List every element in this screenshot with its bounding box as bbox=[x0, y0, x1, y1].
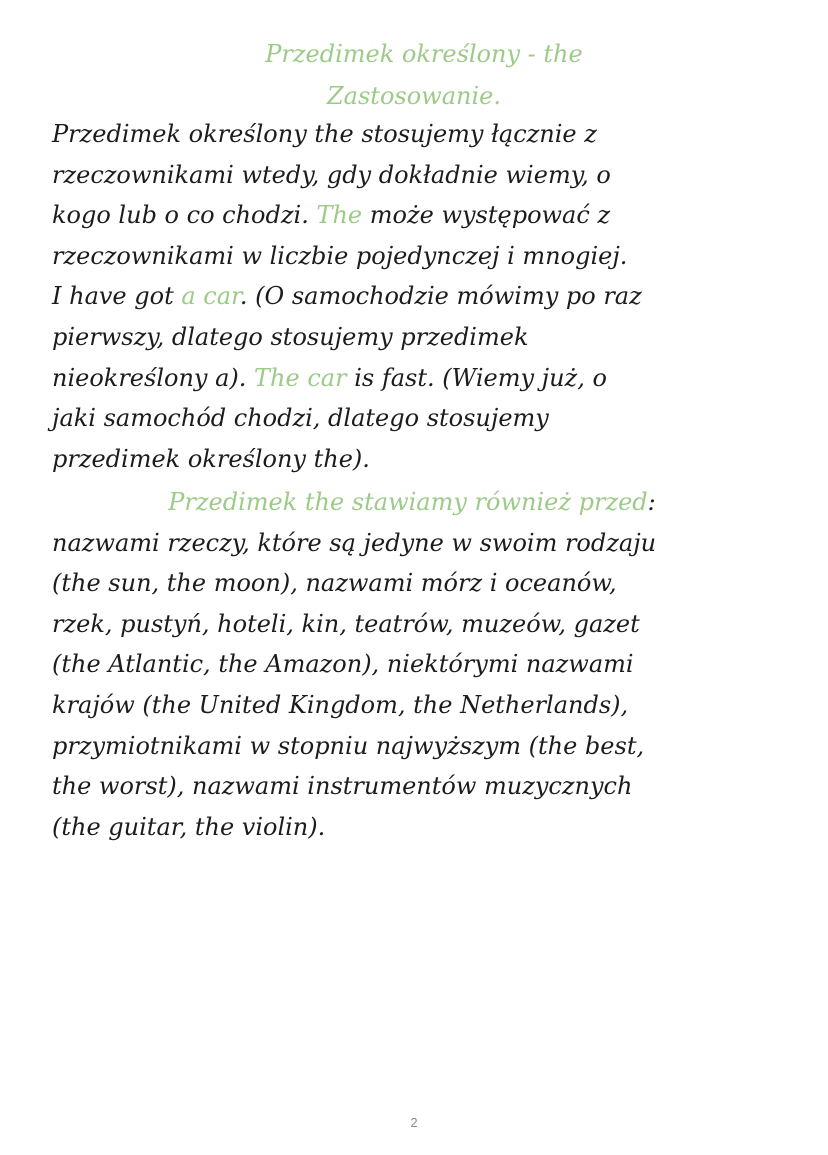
text-line: przymiotnikami w stopniu najwyższym (the best, bbox=[52, 731, 645, 760]
text-line: pierwszy, dlatego stosujemy przedimek bbox=[52, 322, 529, 351]
text-line: the worst), nazwami instrumentów muzycznych bbox=[52, 772, 633, 801]
text-segment: nieokreślony a). bbox=[52, 363, 255, 392]
text-line: (the sun, the moon), nazwami mórz i oceanów, bbox=[52, 569, 617, 598]
text-line: rzeczownikami wtedy, gdy dokładnie wiemy, o bbox=[52, 160, 611, 189]
text-line: jaki samochód chodzi, dlatego stosujemy bbox=[52, 404, 549, 433]
text-line: rzek, pustyń, hoteli, kin, teatrów, muzeów, gazet bbox=[52, 609, 640, 638]
highlight-word: The car bbox=[254, 363, 347, 392]
page-title: Przedimek określony - the bbox=[265, 40, 583, 68]
page-number: 2 bbox=[410, 1115, 418, 1130]
text-line: (the guitar, the violin). bbox=[52, 812, 326, 841]
text-line bbox=[52, 195, 782, 236]
text-line: (the Atlantic, the Amazon), niektórymi nazwami bbox=[52, 650, 634, 679]
paragraph-usage-list bbox=[52, 482, 782, 847]
section-heading-text: Przedimek the stawiamy również przed bbox=[168, 488, 648, 516]
highlight-word: a car bbox=[181, 282, 240, 311]
page-subtitle: Zastosowanie. bbox=[327, 82, 501, 110]
section-heading bbox=[52, 482, 782, 523]
text-segment: I have got bbox=[52, 282, 182, 311]
highlight-word: The bbox=[316, 201, 363, 230]
text-line bbox=[52, 276, 782, 317]
text-line: krajów (the United Kingdom, the Netherlands), bbox=[52, 690, 629, 719]
text-segment: może występować z bbox=[362, 201, 611, 230]
paragraph-definition bbox=[52, 114, 782, 479]
text-segment: . (O samochodzie mówimy po raz bbox=[239, 282, 642, 311]
text-segment: is fast. (Wiemy już, o bbox=[346, 363, 607, 392]
text-line: przedimek określony the). bbox=[52, 444, 370, 473]
text-line: Przedimek określony the stosujemy łącznie z bbox=[52, 120, 597, 148]
text-line: rzeczownikami w liczbie pojedynczej i mnogiej. bbox=[52, 241, 628, 270]
text-line bbox=[52, 358, 782, 399]
section-heading-colon: : bbox=[647, 488, 656, 516]
text-line: nazwami rzeczy, które są jedyne w swoim rodzaju bbox=[52, 528, 657, 557]
text-segment: kogo lub o co chodzi. bbox=[52, 201, 317, 230]
